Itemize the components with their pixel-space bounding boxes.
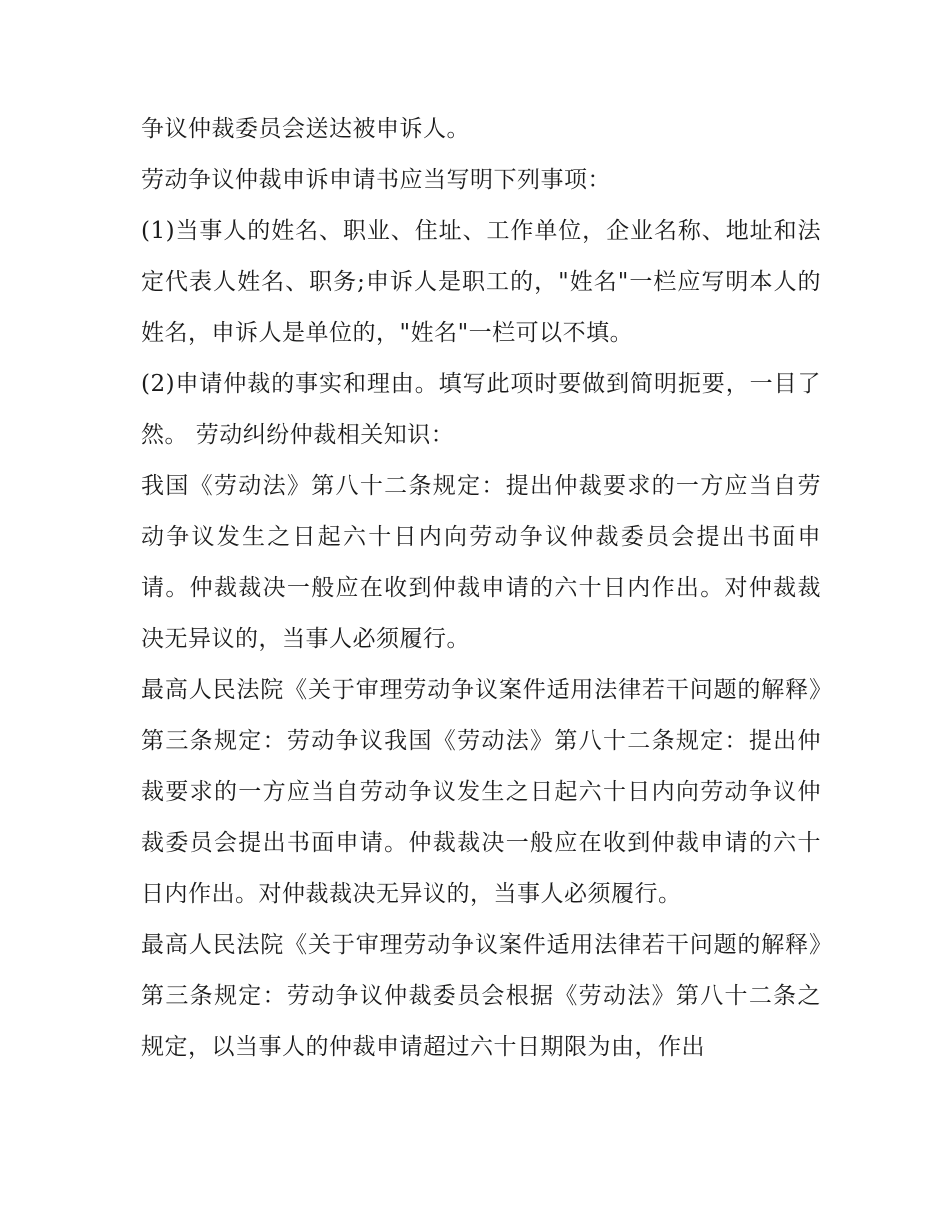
paragraph-labor-law-article-82: 我国《劳动法》第八十二条规定：提出仲裁要求的一方应当自劳动争议发生之日起六十日内向劳动争议仲裁委员会提出书面申请。仲裁裁决一般应在收到仲裁申请的六十日内作出。对仲裁裁决无异议的，当事人必须履行。 [141, 473, 821, 652]
paragraph-supreme-court-interpretation-1: 最高人民法院《关于审理劳动争议案件适用法律若干问题的解释》第三条规定：劳动争议我国《劳动法》第八十二条规定：提出仲裁要求的一方应当自劳动争议发生之日起六十日内向劳动争议仲裁委员会提出书面申请。仲裁裁决一般应在收到仲裁申请的六十日内作出。对仲裁裁决无异议的，当事人必须履行。 [141, 677, 821, 907]
paragraph-supreme-court-interpretation-2: 最高人民法院《关于审理劳动争议案件适用法律若干问题的解释》第三条规定：劳动争议仲裁委员会根据《劳动法》第八十二条之规定，以当事人的仲裁申请超过六十日期限为由，作出 [141, 932, 821, 1060]
paragraph-application-items-intro: 劳动争议仲裁申诉申请书应当写明下列事项： [141, 167, 611, 193]
paragraph-item-1-party-info: (1)当事人的姓名、职业、住址、工作单位，企业名称、地址和法定代表人姓名、职务;申诉人是职工的，"姓名"一栏应写明本人的姓名，申诉人是单位的，"姓名"一栏可以不填。 [141, 218, 821, 346]
paragraph-item-2-facts-reasons: (2)申请仲裁的事实和理由。填写此项时要做到简明扼要，一目了然。 劳动纠纷仲裁相关知识： [141, 371, 821, 448]
paragraph-service-notice: 争议仲裁委员会送达被申诉人。 [141, 116, 470, 142]
document-body [141, 104, 821, 1073]
